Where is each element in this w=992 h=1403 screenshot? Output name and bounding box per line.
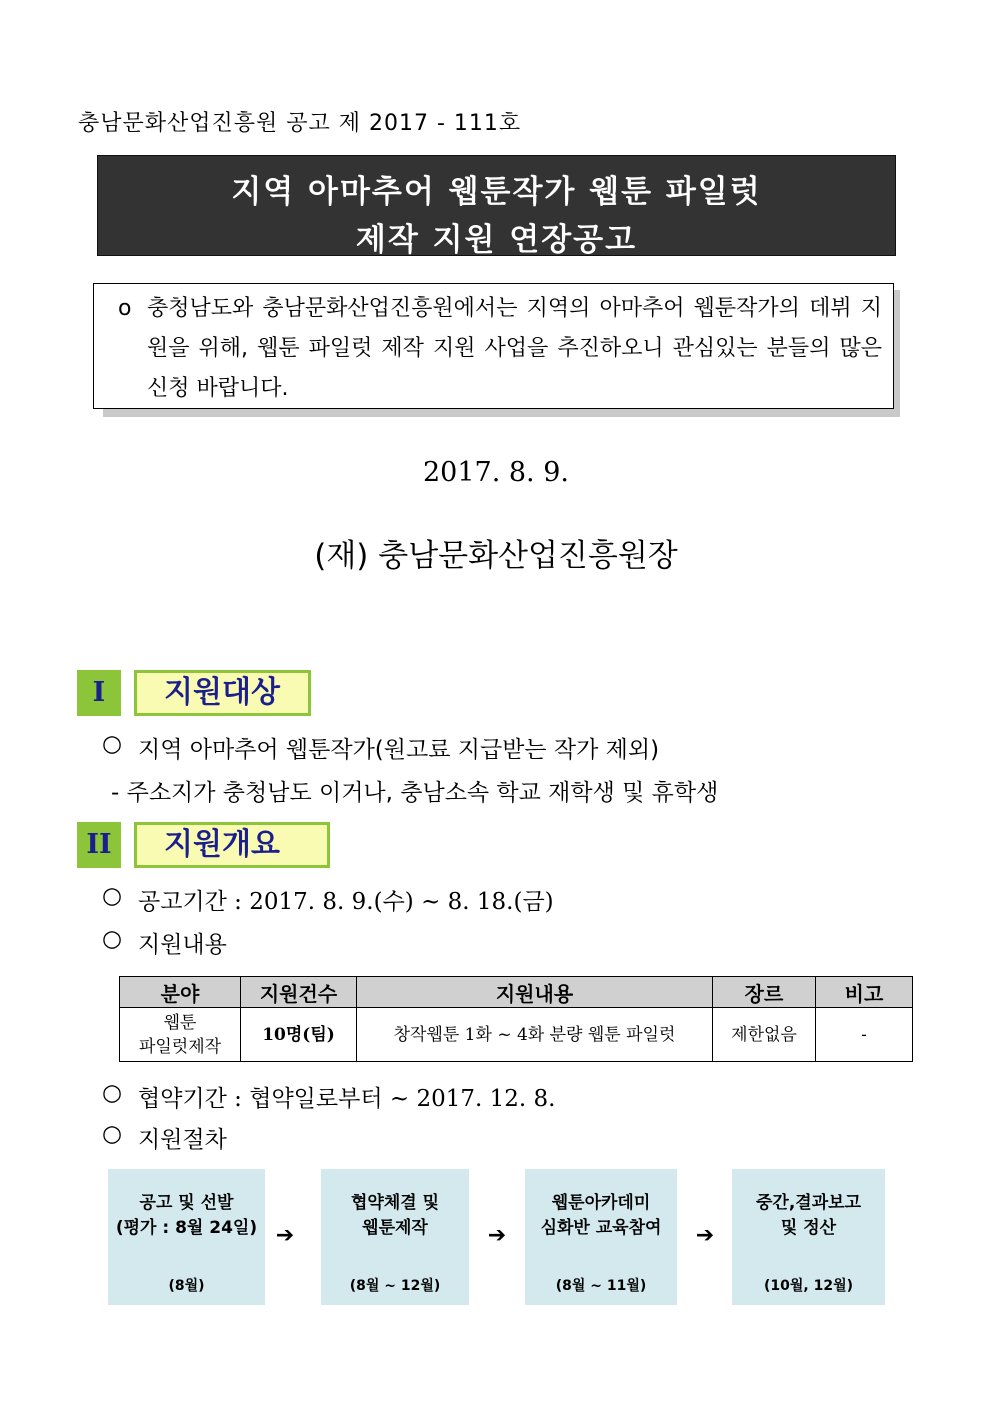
step-2-line-1: 협약체결 및 bbox=[350, 1193, 440, 1213]
procedure-step-4 bbox=[732, 1169, 885, 1305]
support-content-table bbox=[119, 976, 913, 1062]
step-3-line-2: 심화반 교육참여 bbox=[540, 1218, 662, 1238]
announcement-date: 2017. 8. 9. bbox=[423, 457, 569, 488]
procedure-label-text: 지원절차 bbox=[138, 1127, 227, 1153]
header-field: 분야 bbox=[120, 977, 241, 1008]
cell-field-line-2: 파일럿제작 bbox=[138, 1036, 222, 1057]
intro-box bbox=[93, 283, 894, 409]
section-1-number: I bbox=[77, 670, 121, 716]
step-1-period: (8월) bbox=[168, 1278, 205, 1294]
step-4-period: (10월, 12월) bbox=[763, 1278, 853, 1294]
intro-bullet: o bbox=[118, 296, 132, 321]
header-note: 비고 bbox=[816, 977, 913, 1008]
step-1-line-2: (평가 : 8월 24일) bbox=[115, 1218, 258, 1238]
section-2-number: II bbox=[77, 822, 121, 868]
procedure-step-2 bbox=[321, 1169, 469, 1305]
step-3-line-1: 웹툰아카데미 bbox=[551, 1193, 651, 1213]
support-content-label-text: 지원내용 bbox=[138, 932, 227, 958]
arrow-right-icon: ➔ bbox=[695, 1223, 715, 1248]
cell-note: - bbox=[816, 1008, 913, 1062]
section-1-sub-item: - 주소지가 충청남도 이거나, 충남소속 학교 재학생 및 휴학생 bbox=[111, 780, 719, 806]
step-4-line-1: 중간,결과보고 bbox=[756, 1193, 861, 1213]
section-1-title: 지원대상 bbox=[134, 670, 311, 716]
cell-count: 10명(팀) bbox=[241, 1008, 357, 1062]
step-4-line-2: 및 정산 bbox=[780, 1218, 837, 1238]
bullet-circle: ○ bbox=[102, 731, 123, 757]
step-2-period: (8월 ~ 12월) bbox=[349, 1278, 441, 1294]
section-1-item-text: 지역 아마추어 웹툰작가(원고료 지급받는 작가 제외) bbox=[138, 737, 660, 763]
bullet-circle: ○ bbox=[102, 883, 123, 909]
cell-field bbox=[120, 1008, 241, 1062]
header-genre: 장르 bbox=[713, 977, 816, 1008]
cell-content: 창작웹툰 1화 ~ 4화 분량 웹툰 파일럿 bbox=[357, 1008, 713, 1062]
step-3-period: (8월 ~ 11월) bbox=[555, 1278, 647, 1294]
contract-period-text: 협약기간 : 협약일로부터 ~ 2017. 12. 8. bbox=[138, 1086, 556, 1112]
intro-text: 충청남도와 충남문화산업진흥원에서는 지역의 아마추어 웹툰작가의 데뷔 지원을 위해, 웹툰 파일럿 제작 지원 사업을 추진하오니 관심있는 분들의 많은 신청 바랍니다. bbox=[147, 296, 882, 401]
cell-genre: 제한없음 bbox=[713, 1008, 816, 1062]
table-row bbox=[120, 1008, 913, 1062]
header-count: 지원건수 bbox=[241, 977, 357, 1008]
arrow-right-icon: ➔ bbox=[275, 1223, 295, 1248]
header-content: 지원내용 bbox=[357, 977, 713, 1008]
step-2-line-2: 웹툰제작 bbox=[362, 1218, 428, 1238]
bullet-circle: ○ bbox=[102, 1080, 123, 1106]
procedure-step-3 bbox=[525, 1169, 677, 1305]
step-1-line-1: 공고 및 선발 bbox=[139, 1193, 234, 1213]
organization-name: (재) 충남문화산업진흥원장 bbox=[314, 538, 678, 574]
procedure-step-1 bbox=[108, 1169, 265, 1305]
title-line-2: 제작 지원 연장공고 bbox=[355, 222, 638, 258]
announcement-period-text: 공고기간 : 2017. 8. 9.(수) ~ 8. 18.(금) bbox=[138, 889, 554, 915]
arrow-right-icon: ➔ bbox=[487, 1223, 507, 1248]
title-line-1: 지역 아마추어 웹툰작가 웹툰 파일럿 bbox=[231, 174, 762, 210]
bullet-circle: ○ bbox=[102, 926, 123, 952]
section-2-title: 지원개요 bbox=[134, 822, 330, 868]
notice-number: 충남문화산업진흥원 공고 제 2017 - 111호 bbox=[78, 111, 522, 136]
cell-field-line-1: 웹툰 bbox=[163, 1012, 197, 1033]
bullet-circle: ○ bbox=[102, 1121, 123, 1147]
announcement-title-banner bbox=[97, 155, 896, 256]
table-header-row bbox=[120, 977, 913, 1008]
